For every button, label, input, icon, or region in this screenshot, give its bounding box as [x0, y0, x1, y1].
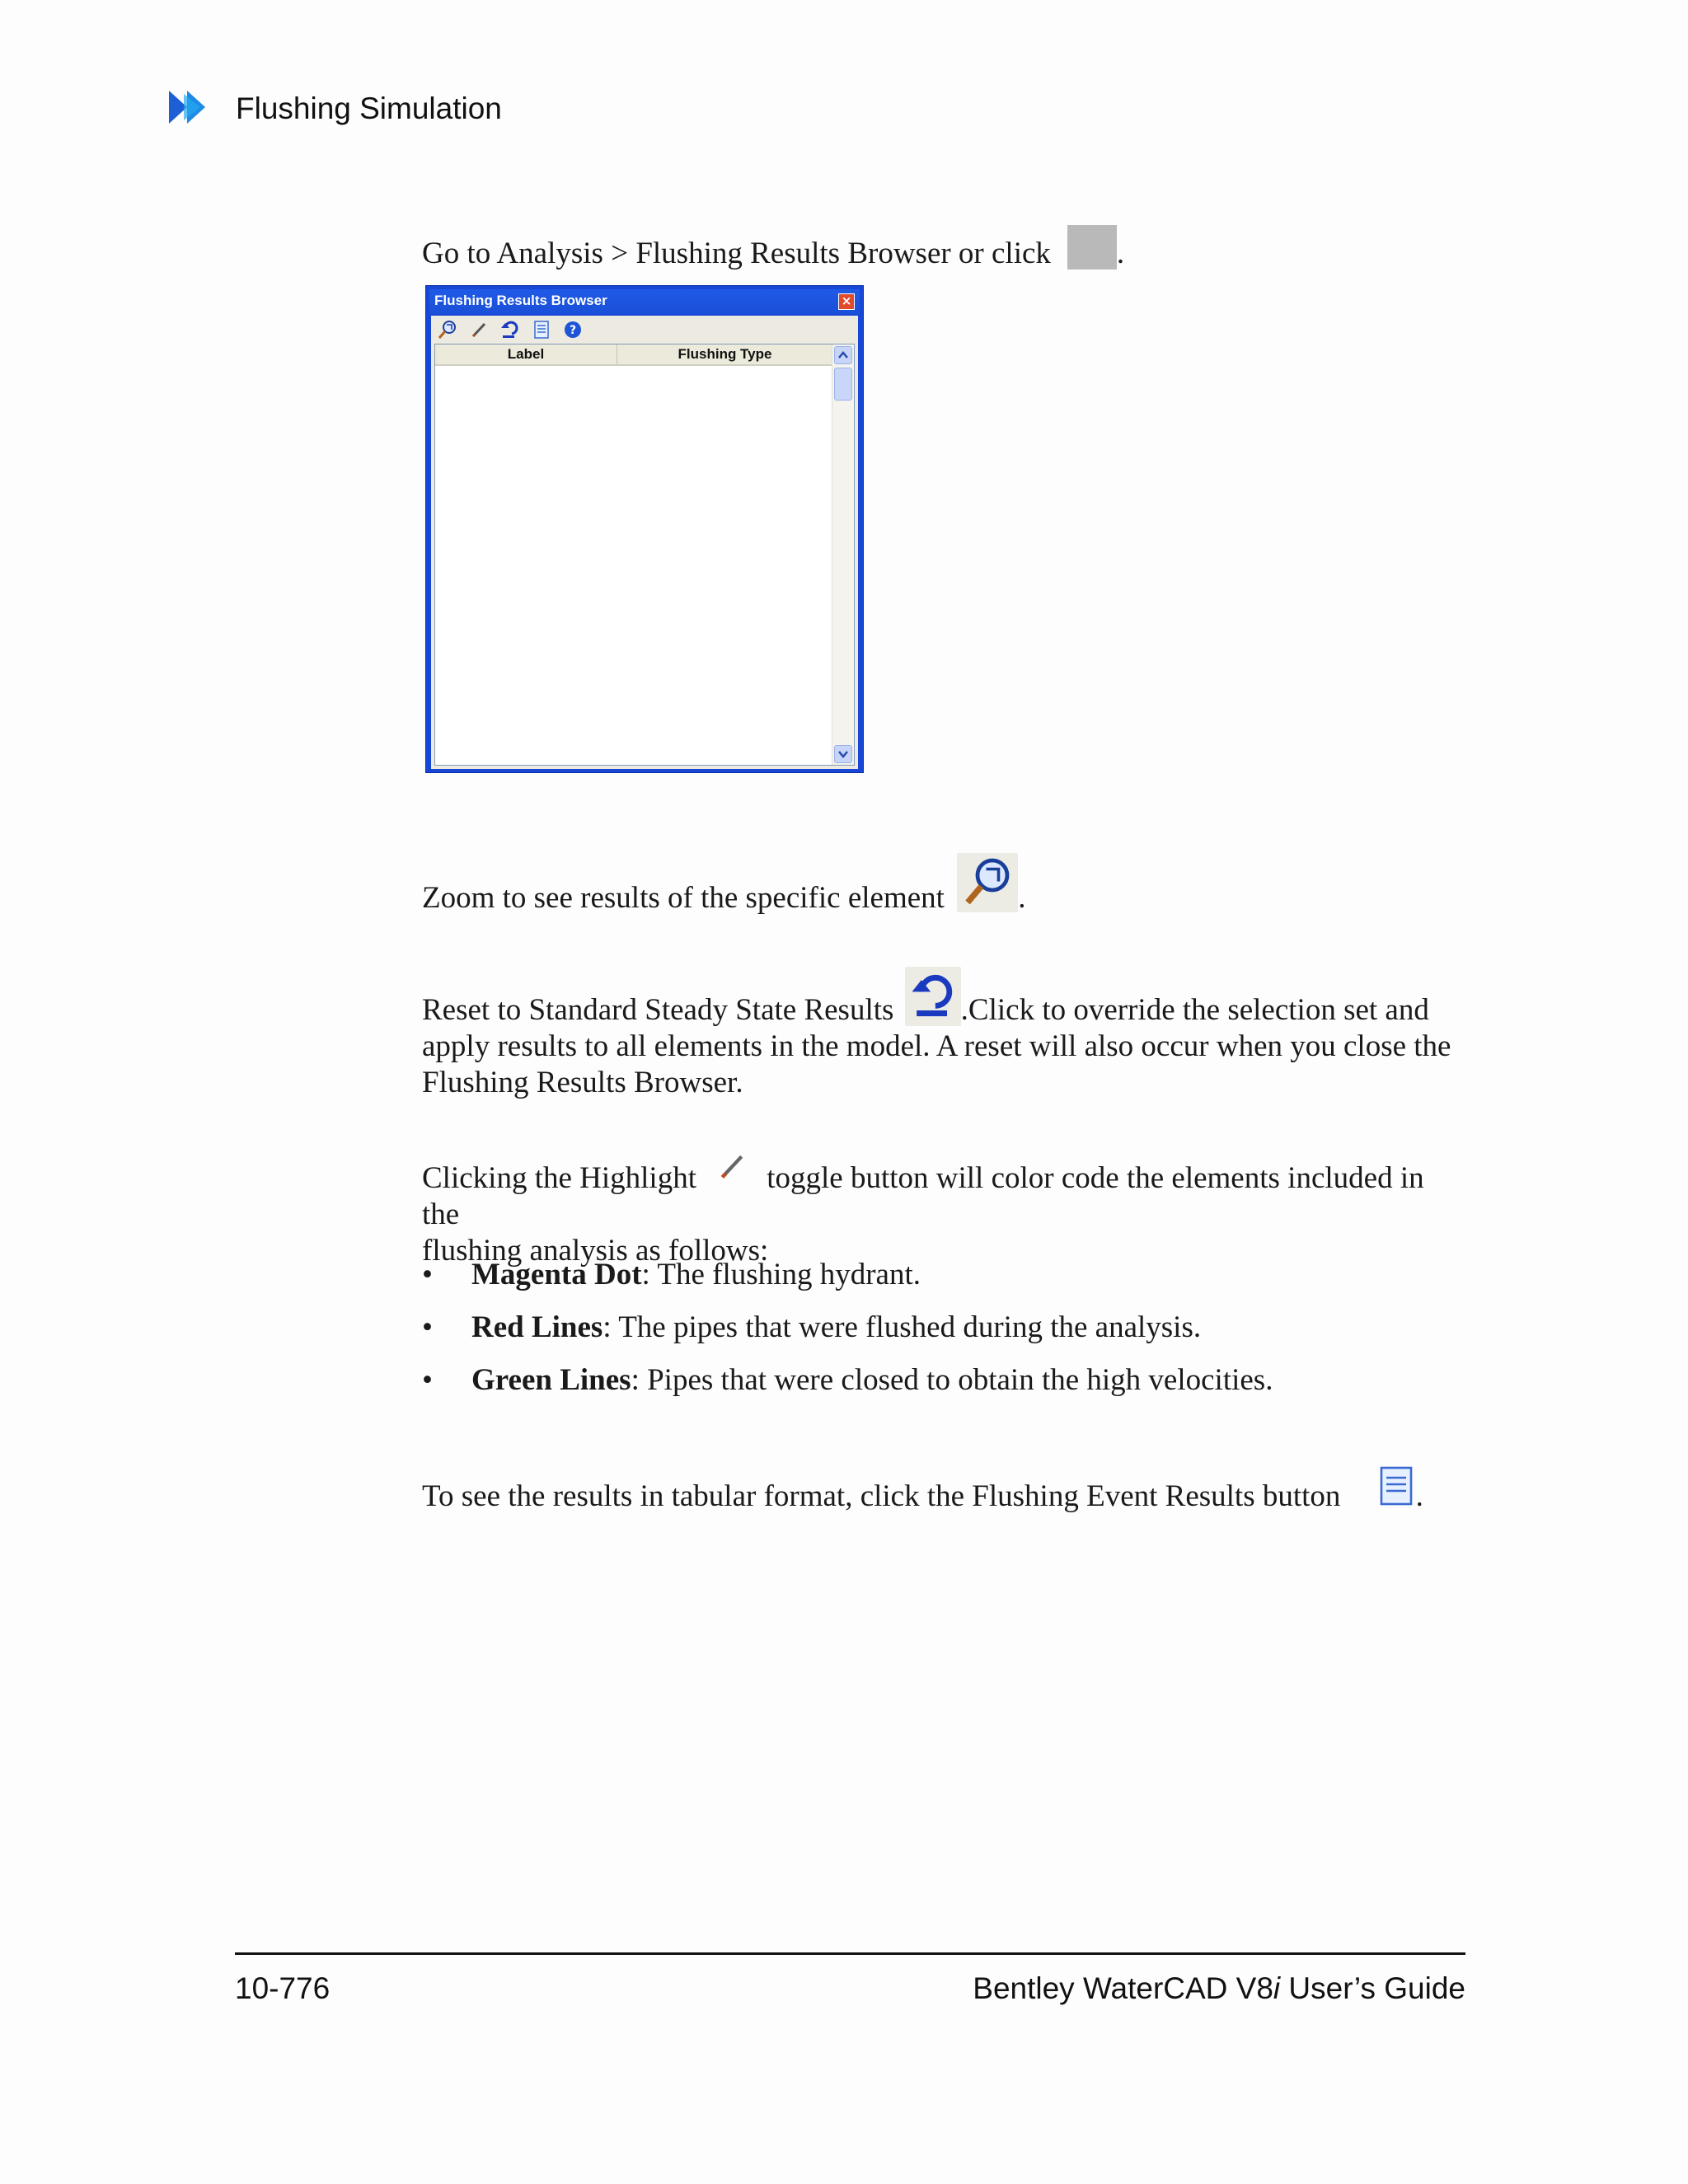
guide-title-italic: i: [1273, 1971, 1281, 2005]
double-chevron-icon: [169, 89, 222, 125]
flushing-event-results-button-illustration: [1376, 1465, 1416, 1509]
footer-rule: [235, 1952, 1465, 1955]
report-icon: [1376, 1465, 1416, 1509]
chevron-down-icon: [835, 746, 851, 762]
flushing-browser-toolbar-button[interactable]: [1067, 225, 1117, 269]
bullet: •: [422, 1310, 433, 1344]
reset-button[interactable]: [499, 318, 522, 341]
dialog-title: Flushing Results Browser: [434, 293, 607, 308]
bullet-term: Magenta Dot: [471, 1258, 642, 1291]
reset-button-illustration: [905, 967, 961, 1026]
highlight-line2: flushing analysis as follows:: [422, 1234, 769, 1268]
list-item: [422, 1310, 1461, 1362]
color-code-list: [422, 1257, 1461, 1415]
zoom-paragraph: [422, 853, 1025, 916]
section-title: Flushing Simulation: [236, 91, 502, 125]
help-button[interactable]: [561, 318, 584, 341]
report-icon: [532, 320, 551, 340]
tabular-paragraph: [422, 1465, 1423, 1515]
list-item: [422, 1362, 1461, 1415]
column-header-label[interactable]: Label: [435, 344, 617, 364]
intro-suffix: .: [1116, 237, 1125, 270]
reset-line2: apply results to all elements in the model. A reset will also occur when you close the: [422, 1029, 1451, 1063]
dialog-titlebar: [429, 289, 860, 314]
dialog-toolbar: [436, 317, 584, 342]
page-number: 10-776: [235, 1971, 331, 2005]
reset-line3: Flushing Results Browser.: [422, 1066, 743, 1099]
bullet-desc: : The flushing hydrant.: [641, 1258, 921, 1291]
highlight-paragraph: [422, 1150, 1461, 1269]
zoom-suffix: .: [1018, 881, 1026, 915]
guide-title-prefix: Bentley WaterCAD V8: [973, 1971, 1273, 2005]
bullet-term: Red Lines: [471, 1310, 603, 1344]
intro-paragraph: [422, 225, 1124, 272]
zoom-text: Zoom to see results of the specific element: [422, 881, 945, 915]
bullet-term: Green Lines: [471, 1363, 631, 1397]
list-item: [422, 1257, 1461, 1310]
bullet: •: [422, 1363, 433, 1397]
reset-lead: Reset to Standard Steady State Results: [422, 993, 894, 1027]
scroll-up-button[interactable]: [834, 346, 852, 364]
svg-text:?: ?: [569, 324, 577, 337]
zoom-button[interactable]: [436, 318, 459, 341]
guide-title-suffix: User’s Guide: [1280, 1971, 1465, 2005]
highlight-rest-line1: toggle button will color code the elements included in the: [422, 1161, 1424, 1231]
highlight-pencil-icon: [469, 320, 489, 340]
tabular-suffix: .: [1415, 1479, 1423, 1513]
zoom-icon: [438, 320, 457, 340]
reset-icon: [500, 320, 520, 340]
reset-icon: [905, 967, 961, 1026]
bullet: •: [422, 1258, 433, 1291]
highlight-pencil-icon: [715, 1150, 748, 1183]
close-button[interactable]: ×: [838, 293, 855, 310]
reset-rest-line1: .Click to override the selection set and: [960, 993, 1429, 1027]
report-button[interactable]: [530, 318, 553, 341]
highlight-lead: Clicking the Highlight: [422, 1161, 696, 1195]
scroll-down-button[interactable]: [834, 745, 852, 763]
bullet-desc: : The pipes that were flushed during the analysis.: [603, 1310, 1202, 1344]
zoom-button-illustration: [957, 853, 1018, 912]
intro-text: Go to Analysis > Flushing Results Browser or click: [422, 237, 1051, 270]
vertical-scrollbar[interactable]: [832, 344, 854, 765]
guide-title: [973, 1969, 1465, 2008]
scroll-thumb[interactable]: [834, 368, 852, 401]
highlight-button-illustration: [715, 1150, 748, 1183]
highlight-button[interactable]: [467, 318, 490, 341]
bullet-desc: : Pipes that were closed to obtain the high velocities.: [631, 1363, 1273, 1397]
column-header-flushing-type[interactable]: Flushing Type: [678, 346, 772, 362]
table-header: [435, 344, 832, 366]
flushing-results-browser-dialog: [425, 285, 864, 773]
chevron-up-icon: [835, 347, 851, 363]
dialog-body: [431, 316, 858, 769]
reset-paragraph: [422, 967, 1461, 1101]
results-table[interactable]: [434, 344, 855, 766]
zoom-icon: [957, 853, 1018, 912]
tabular-text: To see the results in tabular format, click the Flushing Event Results button: [422, 1479, 1341, 1513]
help-icon: [563, 320, 583, 340]
